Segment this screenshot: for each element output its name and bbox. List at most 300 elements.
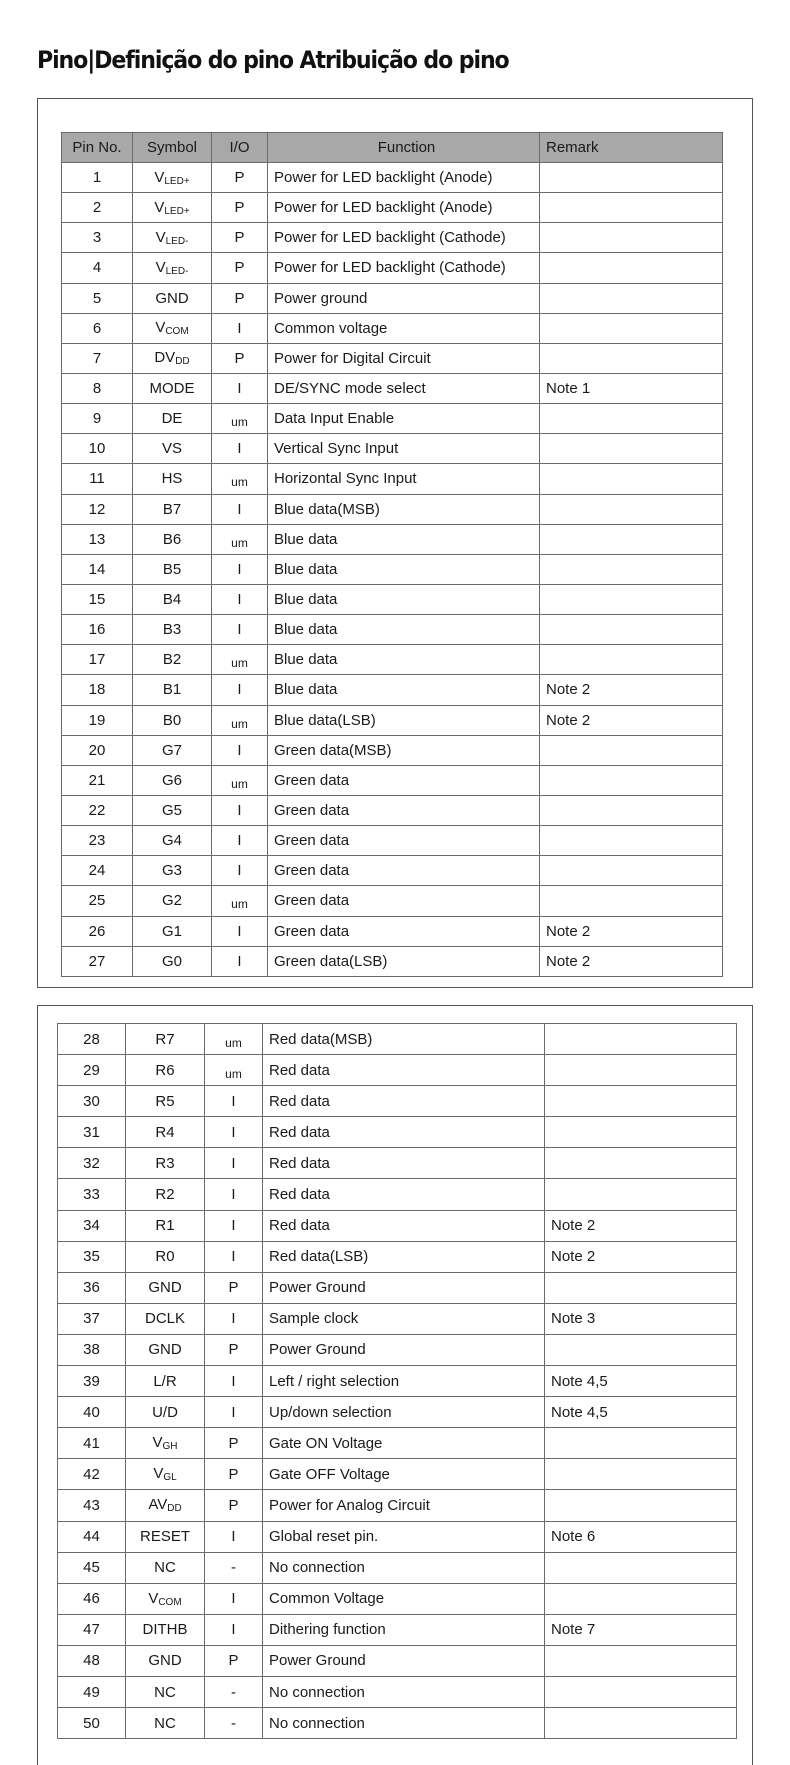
remark-cell bbox=[545, 1552, 737, 1583]
remark-cell: Note 2 bbox=[540, 916, 723, 946]
remark-cell bbox=[545, 1583, 737, 1614]
function-cell: Left / right selection bbox=[263, 1366, 545, 1397]
pin-number-cell: 7 bbox=[62, 343, 133, 373]
io-text: P bbox=[228, 1652, 239, 1670]
remark-cell bbox=[540, 524, 723, 554]
symbol-text: G4 bbox=[161, 832, 182, 850]
function-cell: Power Ground bbox=[263, 1645, 545, 1676]
symbol-text: R7 bbox=[155, 1030, 175, 1048]
io-cell bbox=[212, 434, 268, 464]
remark-cell: Note 2 bbox=[545, 1210, 737, 1241]
function-cell: Red data(MSB) bbox=[263, 1024, 545, 1055]
table-row bbox=[58, 1459, 737, 1490]
pin-number-cell: 37 bbox=[58, 1303, 126, 1334]
symbol-cell bbox=[126, 1241, 205, 1272]
io-cell bbox=[212, 343, 268, 373]
pin-number-cell: 48 bbox=[58, 1645, 126, 1676]
pin-number-cell: 22 bbox=[62, 795, 133, 825]
io-text: I bbox=[231, 1310, 236, 1328]
remark-cell: Note 2 bbox=[545, 1241, 737, 1272]
symbol-text: G3 bbox=[161, 862, 182, 880]
pin-number-cell: 41 bbox=[58, 1428, 126, 1459]
table-row bbox=[58, 1521, 737, 1552]
io-text: um bbox=[231, 535, 248, 550]
symbol-cell bbox=[133, 554, 212, 584]
remark-cell bbox=[540, 765, 723, 795]
symbol-text: G1 bbox=[161, 922, 182, 940]
symbol-text: DV bbox=[154, 349, 176, 367]
remark-cell bbox=[540, 253, 723, 283]
io-text: P bbox=[234, 229, 245, 247]
io-cell bbox=[205, 1055, 263, 1086]
remark-cell: Note 2 bbox=[540, 705, 723, 735]
table-row bbox=[62, 373, 723, 403]
symbol-cell bbox=[126, 1583, 205, 1614]
io-text: um bbox=[225, 1066, 242, 1081]
io-text: I bbox=[237, 621, 242, 639]
function-cell: Red data bbox=[263, 1179, 545, 1210]
io-text: I bbox=[231, 1217, 236, 1235]
remark-cell bbox=[545, 1334, 737, 1365]
function-cell: Blue data bbox=[268, 584, 540, 614]
symbol-cell bbox=[133, 826, 212, 856]
table-row bbox=[58, 1055, 737, 1086]
remark-cell: Note 2 bbox=[540, 946, 723, 976]
io-cell bbox=[212, 856, 268, 886]
remark-cell bbox=[540, 163, 723, 193]
symbol-cell bbox=[126, 1428, 205, 1459]
io-text: I bbox=[237, 440, 242, 458]
symbol-text: MODE bbox=[149, 380, 195, 398]
table-row bbox=[58, 1241, 737, 1272]
symbol-text: V bbox=[148, 1589, 159, 1607]
io-cell bbox=[212, 223, 268, 253]
symbol-subscript: LED- bbox=[165, 265, 189, 277]
function-cell: Green data bbox=[268, 856, 540, 886]
remark-cell bbox=[540, 795, 723, 825]
remark-cell bbox=[540, 434, 723, 464]
symbol-text: G2 bbox=[161, 892, 182, 910]
function-cell: Global reset pin. bbox=[263, 1521, 545, 1552]
io-cell bbox=[212, 795, 268, 825]
io-cell bbox=[205, 1117, 263, 1148]
io-text: I bbox=[231, 1248, 236, 1266]
table-row bbox=[58, 1614, 737, 1645]
pin-number-cell: 6 bbox=[62, 313, 133, 343]
symbol-cell bbox=[126, 1459, 205, 1490]
pin-number-cell: 31 bbox=[58, 1117, 126, 1148]
function-cell: Power Ground bbox=[263, 1272, 545, 1303]
pin-number-cell: 16 bbox=[62, 615, 133, 645]
remark-cell: Note 3 bbox=[545, 1303, 737, 1334]
remark-cell bbox=[545, 1179, 737, 1210]
pin-number-cell: 40 bbox=[58, 1397, 126, 1428]
io-cell bbox=[205, 1303, 263, 1334]
remark-cell bbox=[540, 554, 723, 584]
symbol-cell bbox=[126, 1179, 205, 1210]
remark-cell bbox=[545, 1708, 737, 1739]
symbol-cell bbox=[126, 1708, 205, 1739]
table-row bbox=[62, 795, 723, 825]
io-text: I bbox=[237, 500, 242, 518]
io-cell bbox=[205, 1366, 263, 1397]
symbol-cell bbox=[126, 1334, 205, 1365]
table-row bbox=[58, 1645, 737, 1676]
symbol-cell bbox=[126, 1366, 205, 1397]
symbol-cell bbox=[133, 795, 212, 825]
remark-cell bbox=[540, 645, 723, 675]
table-row bbox=[62, 675, 723, 705]
io-text: - bbox=[231, 1714, 236, 1732]
table-row bbox=[62, 524, 723, 554]
table-row bbox=[58, 1303, 737, 1334]
io-cell bbox=[205, 1024, 263, 1055]
remark-cell bbox=[540, 283, 723, 313]
symbol-cell bbox=[133, 434, 212, 464]
table-row bbox=[58, 1490, 737, 1521]
remark-cell bbox=[545, 1086, 737, 1117]
io-text: I bbox=[237, 862, 242, 880]
io-text: P bbox=[234, 349, 245, 367]
symbol-text: G7 bbox=[161, 741, 182, 759]
remark-cell bbox=[545, 1428, 737, 1459]
function-cell: Red data bbox=[263, 1148, 545, 1179]
function-cell: Blue data(LSB) bbox=[268, 705, 540, 735]
io-text: I bbox=[231, 1621, 236, 1639]
function-cell: Power for LED backlight (Anode) bbox=[268, 163, 540, 193]
symbol-cell bbox=[133, 283, 212, 313]
function-cell: Green data(MSB) bbox=[268, 735, 540, 765]
pin-number-cell: 45 bbox=[58, 1552, 126, 1583]
symbol-cell bbox=[126, 1614, 205, 1645]
table-row bbox=[62, 464, 723, 494]
symbol-text: G0 bbox=[161, 952, 182, 970]
io-cell bbox=[212, 705, 268, 735]
io-text: I bbox=[231, 1528, 236, 1546]
function-cell: Gate OFF Voltage bbox=[263, 1459, 545, 1490]
io-cell bbox=[205, 1490, 263, 1521]
io-cell bbox=[212, 615, 268, 645]
function-cell: Red data bbox=[263, 1210, 545, 1241]
symbol-subscript: GH bbox=[162, 1441, 178, 1453]
io-cell bbox=[212, 946, 268, 976]
symbol-subscript: GL bbox=[163, 1472, 177, 1484]
function-cell: Power ground bbox=[268, 283, 540, 313]
symbol-cell bbox=[126, 1148, 205, 1179]
io-text: I bbox=[231, 1092, 236, 1110]
table-row bbox=[58, 1272, 737, 1303]
io-cell bbox=[212, 584, 268, 614]
io-cell bbox=[212, 373, 268, 403]
function-cell: DE/SYNC mode select bbox=[268, 373, 540, 403]
symbol-text: R5 bbox=[155, 1092, 175, 1110]
io-text: I bbox=[231, 1590, 236, 1608]
pin-number-cell: 32 bbox=[58, 1148, 126, 1179]
table-row bbox=[62, 886, 723, 916]
remark-cell bbox=[540, 886, 723, 916]
table-row bbox=[62, 253, 723, 283]
symbol-subscript: COM bbox=[165, 326, 189, 338]
io-text: P bbox=[234, 199, 245, 217]
io-text: P bbox=[228, 1341, 239, 1359]
symbol-subscript: LED+ bbox=[164, 205, 190, 217]
symbol-text: V bbox=[155, 258, 166, 276]
io-text: I bbox=[231, 1154, 236, 1172]
symbol-cell bbox=[126, 1272, 205, 1303]
table-row bbox=[58, 1676, 737, 1707]
table-row bbox=[62, 856, 723, 886]
symbol-subscript: LED- bbox=[165, 235, 189, 247]
io-text: I bbox=[237, 832, 242, 850]
pin-number-cell: 19 bbox=[62, 705, 133, 735]
pin-number-cell: 39 bbox=[58, 1366, 126, 1397]
symbol-subscript: DD bbox=[167, 1503, 182, 1515]
remark-cell: Note 4,5 bbox=[545, 1397, 737, 1428]
pin-number-cell: 42 bbox=[58, 1459, 126, 1490]
io-text: P bbox=[234, 289, 245, 307]
header-function: Function bbox=[268, 133, 540, 163]
remark-cell bbox=[540, 313, 723, 343]
io-cell bbox=[212, 464, 268, 494]
function-cell: No connection bbox=[263, 1552, 545, 1583]
page-title: Pino|Definição do pino Atribuição do pino bbox=[37, 46, 509, 74]
io-cell bbox=[205, 1148, 263, 1179]
io-text: - bbox=[231, 1559, 236, 1577]
symbol-cell bbox=[126, 1086, 205, 1117]
symbol-text: NC bbox=[154, 1683, 176, 1701]
symbol-cell bbox=[133, 343, 212, 373]
symbol-cell bbox=[126, 1024, 205, 1055]
io-text: um bbox=[231, 716, 248, 731]
io-cell bbox=[212, 163, 268, 193]
function-cell: Common Voltage bbox=[263, 1583, 545, 1614]
remark-cell bbox=[540, 584, 723, 614]
symbol-text: GND bbox=[148, 1652, 182, 1670]
symbol-cell bbox=[133, 464, 212, 494]
symbol-subscript: COM bbox=[158, 1596, 182, 1608]
pin-number-cell: 9 bbox=[62, 404, 133, 434]
symbol-text: R6 bbox=[155, 1061, 175, 1079]
pin-table-2 bbox=[57, 1023, 737, 1739]
function-cell: Green data bbox=[268, 826, 540, 856]
function-cell: Power for Analog Circuit bbox=[263, 1490, 545, 1521]
function-cell: Common voltage bbox=[268, 313, 540, 343]
table-row bbox=[62, 735, 723, 765]
function-cell: No connection bbox=[263, 1708, 545, 1739]
io-text: P bbox=[234, 169, 245, 187]
function-cell: Gate ON Voltage bbox=[263, 1428, 545, 1459]
remark-cell: Note 2 bbox=[540, 675, 723, 705]
table-row bbox=[62, 313, 723, 343]
pin-number-cell: 26 bbox=[62, 916, 133, 946]
function-cell: Power for LED backlight (Anode) bbox=[268, 193, 540, 223]
pin-number-cell: 36 bbox=[58, 1272, 126, 1303]
io-cell bbox=[205, 1272, 263, 1303]
symbol-text: DCLK bbox=[144, 1310, 185, 1328]
table-row bbox=[58, 1428, 737, 1459]
symbol-text: V bbox=[154, 198, 165, 216]
table-row bbox=[62, 163, 723, 193]
io-cell bbox=[205, 1179, 263, 1210]
symbol-cell bbox=[126, 1552, 205, 1583]
pin-number-cell: 49 bbox=[58, 1676, 126, 1707]
symbol-text: NC bbox=[154, 1559, 176, 1577]
io-text: I bbox=[237, 591, 242, 609]
io-text: P bbox=[228, 1434, 239, 1452]
symbol-cell bbox=[133, 765, 212, 795]
symbol-cell bbox=[133, 163, 212, 193]
pin-number-cell: 34 bbox=[58, 1210, 126, 1241]
table-row bbox=[58, 1086, 737, 1117]
remark-cell bbox=[540, 193, 723, 223]
function-cell: Vertical Sync Input bbox=[268, 434, 540, 464]
pin-number-cell: 12 bbox=[62, 494, 133, 524]
pin-number-cell: 47 bbox=[58, 1614, 126, 1645]
symbol-cell bbox=[133, 524, 212, 554]
io-cell bbox=[212, 404, 268, 434]
symbol-cell bbox=[133, 404, 212, 434]
io-text: P bbox=[234, 259, 245, 277]
io-cell bbox=[205, 1676, 263, 1707]
pin-number-cell: 29 bbox=[58, 1055, 126, 1086]
symbol-text: B4 bbox=[162, 591, 182, 609]
io-cell bbox=[212, 765, 268, 795]
io-cell bbox=[205, 1210, 263, 1241]
pin-number-cell: 17 bbox=[62, 645, 133, 675]
symbol-cell bbox=[133, 645, 212, 675]
remark-cell bbox=[545, 1490, 737, 1521]
symbol-text: V bbox=[153, 1465, 164, 1483]
table-row bbox=[58, 1583, 737, 1614]
header-symbol: Symbol bbox=[133, 133, 212, 163]
io-cell bbox=[212, 253, 268, 283]
pin-number-cell: 4 bbox=[62, 253, 133, 283]
pin-number-cell: 15 bbox=[62, 584, 133, 614]
function-cell: Green data(LSB) bbox=[268, 946, 540, 976]
symbol-text: B5 bbox=[162, 560, 182, 578]
io-cell bbox=[212, 554, 268, 584]
pin-number-cell: 13 bbox=[62, 524, 133, 554]
pin-number-cell: 3 bbox=[62, 223, 133, 253]
symbol-text: R2 bbox=[155, 1186, 175, 1204]
function-cell: Blue data bbox=[268, 645, 540, 675]
function-cell: Green data bbox=[268, 916, 540, 946]
symbol-cell bbox=[133, 946, 212, 976]
table-row bbox=[62, 193, 723, 223]
symbol-text: L/R bbox=[153, 1372, 177, 1390]
io-cell bbox=[205, 1552, 263, 1583]
io-text: um bbox=[231, 656, 248, 671]
pin-number-cell: 33 bbox=[58, 1179, 126, 1210]
pin-number-cell: 50 bbox=[58, 1708, 126, 1739]
table-row bbox=[62, 826, 723, 856]
function-cell: Blue data(MSB) bbox=[268, 494, 540, 524]
io-cell bbox=[212, 645, 268, 675]
pin-number-cell: 21 bbox=[62, 765, 133, 795]
symbol-text: RESET bbox=[139, 1528, 190, 1546]
io-text: I bbox=[237, 319, 242, 337]
table-row bbox=[58, 1024, 737, 1055]
symbol-text: AV bbox=[148, 1496, 168, 1514]
remark-cell bbox=[540, 223, 723, 253]
symbol-cell bbox=[126, 1490, 205, 1521]
symbol-cell bbox=[126, 1676, 205, 1707]
symbol-cell bbox=[133, 584, 212, 614]
pin-number-cell: 28 bbox=[58, 1024, 126, 1055]
pin-number-cell: 5 bbox=[62, 283, 133, 313]
io-cell bbox=[212, 886, 268, 916]
io-text: um bbox=[225, 1035, 242, 1050]
remark-cell bbox=[545, 1055, 737, 1086]
remark-cell bbox=[540, 735, 723, 765]
remark-cell bbox=[540, 826, 723, 856]
io-text: I bbox=[231, 1186, 236, 1204]
symbol-text: B2 bbox=[162, 651, 182, 669]
pin-number-cell: 38 bbox=[58, 1334, 126, 1365]
pin-number-cell: 30 bbox=[58, 1086, 126, 1117]
table-row bbox=[62, 645, 723, 675]
function-cell: Red data bbox=[263, 1117, 545, 1148]
function-cell: Red data bbox=[263, 1086, 545, 1117]
function-cell: Power for LED backlight (Cathode) bbox=[268, 223, 540, 253]
table-row bbox=[62, 946, 723, 976]
symbol-text: GND bbox=[148, 1341, 182, 1359]
table-row bbox=[62, 404, 723, 434]
table-row bbox=[58, 1552, 737, 1583]
io-cell bbox=[205, 1086, 263, 1117]
function-cell: Power for Digital Circuit bbox=[268, 343, 540, 373]
symbol-text: V bbox=[155, 319, 166, 337]
io-text: I bbox=[237, 741, 242, 759]
pin-number-cell: 8 bbox=[62, 373, 133, 403]
symbol-text: DE bbox=[161, 410, 183, 428]
io-cell bbox=[212, 193, 268, 223]
remark-cell bbox=[545, 1459, 737, 1490]
remark-cell: Note 1 bbox=[540, 373, 723, 403]
pin-number-cell: 11 bbox=[62, 464, 133, 494]
function-cell: Blue data bbox=[268, 524, 540, 554]
function-cell: No connection bbox=[263, 1676, 545, 1707]
remark-cell bbox=[545, 1148, 737, 1179]
remark-cell bbox=[540, 464, 723, 494]
symbol-cell bbox=[133, 223, 212, 253]
symbol-text: U/D bbox=[152, 1403, 178, 1421]
symbol-subscript: DD bbox=[175, 356, 190, 368]
remark-cell bbox=[545, 1272, 737, 1303]
io-cell bbox=[212, 494, 268, 524]
pin-number-cell: 10 bbox=[62, 434, 133, 464]
function-cell: Green data bbox=[268, 886, 540, 916]
symbol-text: NC bbox=[154, 1714, 176, 1732]
function-cell: Red data(LSB) bbox=[263, 1241, 545, 1272]
table-row bbox=[58, 1334, 737, 1365]
io-cell bbox=[212, 524, 268, 554]
io-cell bbox=[205, 1334, 263, 1365]
io-text: um bbox=[231, 776, 248, 791]
function-cell: Green data bbox=[268, 795, 540, 825]
table-row bbox=[62, 283, 723, 313]
io-text: P bbox=[228, 1465, 239, 1483]
remark-cell bbox=[540, 343, 723, 373]
io-text: - bbox=[231, 1683, 236, 1701]
symbol-text: R3 bbox=[155, 1154, 175, 1172]
pin-table-frame-1 bbox=[37, 98, 753, 988]
function-cell: Data Input Enable bbox=[268, 404, 540, 434]
symbol-cell bbox=[133, 253, 212, 283]
io-cell bbox=[212, 735, 268, 765]
symbol-text: G5 bbox=[161, 802, 182, 820]
symbol-text: DITHB bbox=[142, 1621, 188, 1639]
